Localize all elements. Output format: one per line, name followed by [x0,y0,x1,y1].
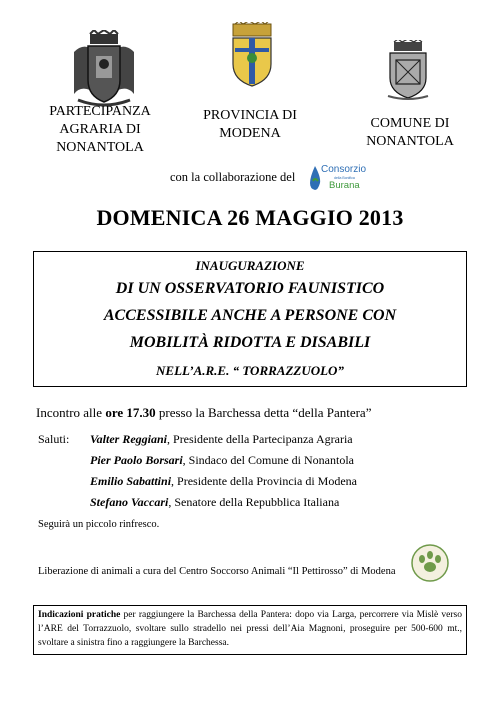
org-provincia [190,107,310,143]
org-partecipanza-line1: PARTECIPANZA [49,104,151,119]
inauguration-box [33,251,467,387]
org-partecipanza [25,103,175,157]
org-provincia-line1: PROVINCIA DI [203,108,297,123]
org-comune [350,115,470,151]
greeting-name: Pier Paolo Borsari [90,453,183,467]
consorzio-logo-line2: Burana [329,180,360,191]
greeting-role: , Presidente della Partecipanza Agraria [167,432,353,446]
inauguration-title: INAUGURAZIONE [195,258,305,273]
org-partecipanza-line2: AGRARIA DI [59,122,141,137]
greeting-role: , Senatore della Repubblica Italiana [168,495,340,509]
greeting-item [90,453,354,468]
meeting-time: ore 17.30 [105,405,156,420]
consorzio-drop-icon [308,165,322,191]
greeting-name: Stefano Vaccari [90,495,169,509]
partecipanza-crest-icon [68,30,140,110]
meeting-prefix: Incontro alle [36,405,106,420]
inauguration-line2: DI UN OSSERVATORIO FAUNISTICO [115,280,385,297]
animal-release-note: Liberazione di animali a cura del Centro Soccorso Animali “Il Pettirosso” di Modena [38,566,396,577]
greeting-item [90,432,353,447]
event-date: DOMENICA 26 MAGGIO 2013 [96,205,404,230]
org-partecipanza-line3: NONANTOLA [56,140,144,155]
greeting-item [90,495,339,510]
org-provincia-line2: MODENA [219,126,281,141]
meeting-suffix: presso la Barchessa detta “della Pantera” [155,405,372,420]
directions-title: Indicazioni pratiche [38,610,121,620]
refreshment-note: Seguirà un piccolo rinfresco. [38,519,160,530]
directions-text: per raggiungere la Barchessa della Pantera: dopo via Larga, percorrere via Mislè verso l’ARE del Torrazzuolo, svoltare sullo stradello nei pressi dell’Aia Magnoni, proseguire per 500-600 mt., svoltare a sinistra fino a raggiungere la Barchessa. [38,610,462,648]
greeting-role: , Presidente della Provincia di Modena [171,474,357,488]
org-comune-line2: NONANTOLA [366,134,454,149]
pettirosso-logo [410,543,450,583]
meeting-line [36,405,371,421]
provincia-crest-icon [227,22,277,87]
consorzio-logo [308,163,370,193]
directions-box [33,605,467,655]
collaboration-text: con la collaborazione del [170,170,296,184]
inauguration-line4: MOBILITÀ RIDOTTA E DISABILI [129,334,371,351]
consorzio-logo-small: della Bonifica [334,176,355,180]
inauguration-line5: NELL’A.R.E. “ TORRAZZUOLO” [156,363,344,378]
greeting-role: , Sindaco del Comune di Nonantola [182,453,354,467]
greetings-label: Saluti: [38,432,70,446]
greeting-item [90,474,357,489]
greeting-name: Emilio Sabattini [90,474,172,488]
consorzio-logo-line1: Consorzio [321,164,367,175]
inauguration-line3: ACCESSIBILE ANCHE A PERSONE CON [103,307,397,324]
comune-crest-icon [384,40,432,102]
org-comune-line1: COMUNE DI [370,116,450,131]
greeting-name: Valter Reggiani [90,432,168,446]
